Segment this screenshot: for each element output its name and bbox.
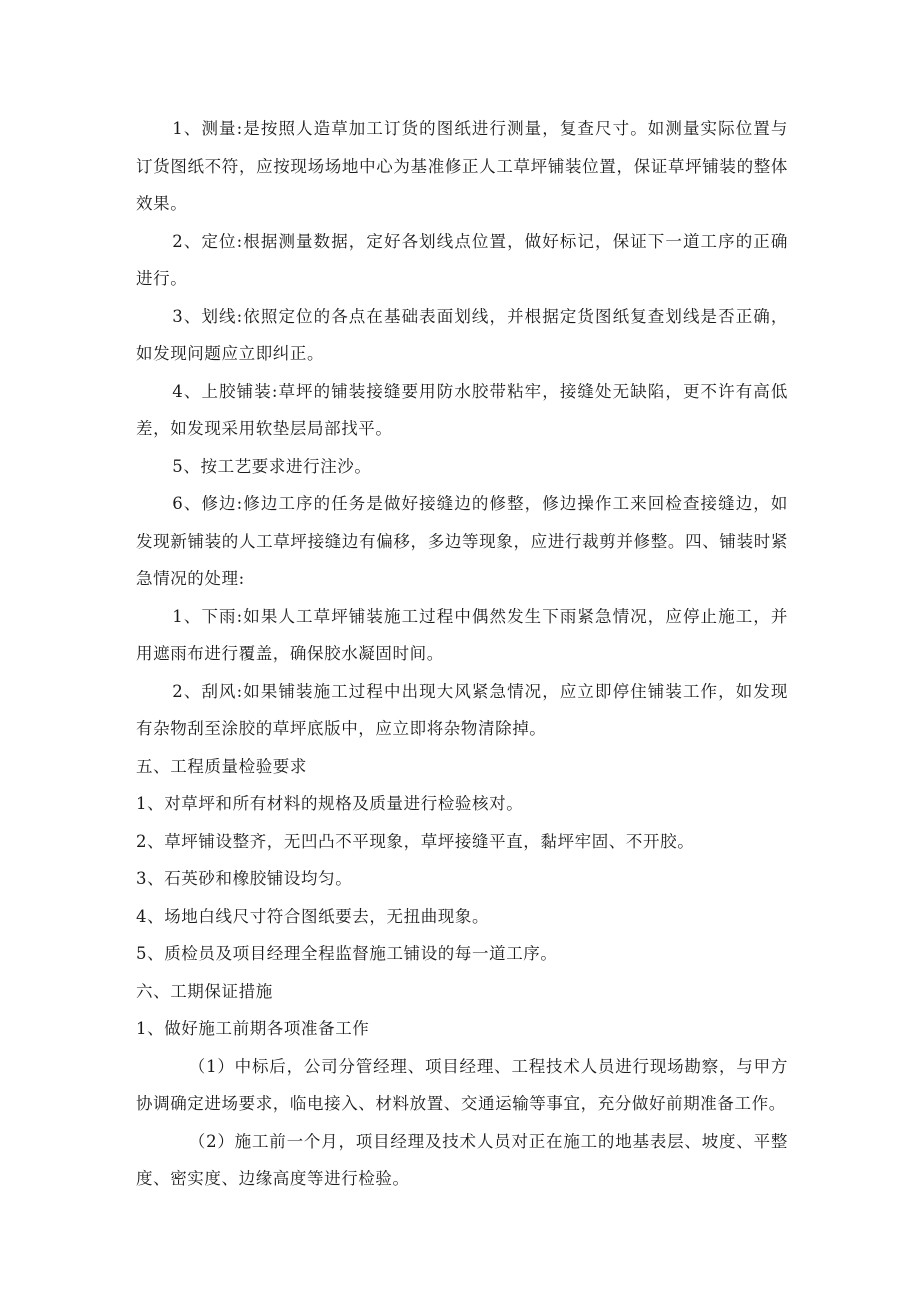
document-body xyxy=(136,110,788,1198)
list-item: 1、做好施工前期各项准备工作 xyxy=(136,1019,370,1038)
list-item: 4、场地白线尺寸符合图纸要去，无扭曲现象。 xyxy=(136,906,490,926)
list-item: 2、草坪铺设整齐，无凹凸不平现象，草坪接缝平直，黏坪牢固、不开胶。 xyxy=(136,831,695,851)
paragraph-preparation-1: （1）中标后，公司分管经理、项目经理、工程技术人员进行现场勘察，与甲方协调确定进场要求，临电接入、材料放置、交通运输等事宜，充分做好前期准备工作。 xyxy=(136,1056,788,1113)
paragraph-rain: 1、下雨:如果人工草坪铺装施工过程中偶然发生下雨紧急情况，应停止施工，并用遮雨布进行覆盖，确保胶水凝固时间。 xyxy=(136,606,788,663)
paragraph-preparation-2: （2）施工前一个月，项目经理及技术人员对正在施工的地基表层、坡度、平整度、密实度、边缘高度等进行检验。 xyxy=(136,1131,788,1188)
paragraph-gluing: 4、上胶铺装:草坪的铺装接缝要用防水胶带粘牢，接缝处无缺陷，更不许有高低差，如发现采用软垫层局部找平。 xyxy=(136,381,788,438)
paragraph-edge-trimming: 6、修边:修边工序的任务是做好接缝边的修整，修边操作工来回检查接缝边，如发现新铺装的人工草坪接缝边有偏移，多边等现象，应进行裁剪并修整。四、铺装时紧急情况的处理: xyxy=(136,494,788,588)
paragraph-line-marking: 3、划线:依照定位的各点在基础表面划线，并根据定货图纸复查划线是否正确，如发现问题应立即纠正。 xyxy=(136,306,788,363)
paragraph-sand-filling: 5、按工艺要求进行注沙。 xyxy=(172,456,372,476)
paragraph-positioning: 2、定位:根据测量数据，定好各划线点位置，做好标记，保证下一道工序的正确进行。 xyxy=(136,231,788,288)
list-item: 3、石英砂和橡胶铺设均匀。 xyxy=(136,869,353,888)
section-heading-quality: 五、工程质量检验要求 xyxy=(136,756,307,776)
paragraph-wind: 2、刮风:如果铺装施工过程中出现大风紧急情况，应立即停住铺装工作，如发现有杂物刮至涂胶的草坪底版中，应立即将杂物清除掉。 xyxy=(136,681,788,738)
section-heading-schedule: 六、工期保证措施 xyxy=(136,981,273,1001)
list-item: 1、对草坪和所有材料的规格及质量进行检验核对。 xyxy=(136,794,524,813)
paragraph-measurement: 1、测量:是按照人造草加工订货的图纸进行测量，复查尺寸。如测量实际位置与订货图纸不符，应按现场场地中心为基准修正人工草坪铺装位置，保证草坪铺装的整体效果。 xyxy=(136,119,788,213)
list-item: 5、质检员及项目经理全程监督施工铺设的每一道工序。 xyxy=(136,944,558,963)
